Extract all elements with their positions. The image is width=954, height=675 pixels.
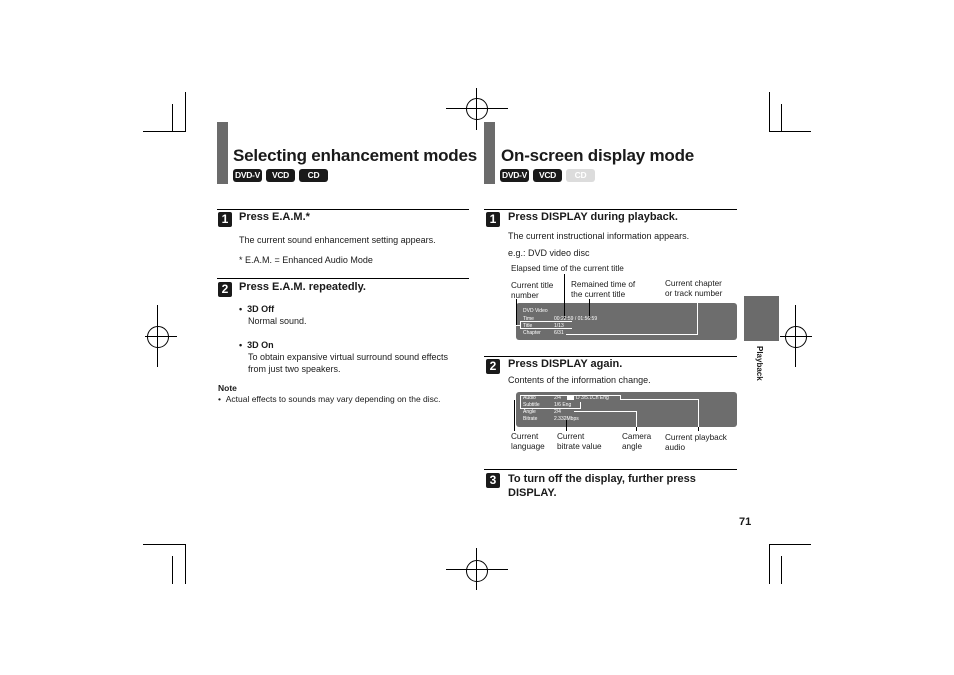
osd-value: 2/4: [554, 409, 561, 415]
dolby-icon: [567, 395, 574, 400]
badge-vcd: VCD: [266, 169, 295, 182]
side-tab-label: Playback: [755, 346, 764, 381]
step-number-1: 1: [486, 212, 500, 227]
option-description: Normal sound.: [248, 316, 307, 326]
step-number-1: 1: [218, 212, 232, 227]
page-number: 71: [739, 516, 752, 528]
label-line: or track number: [665, 288, 723, 298]
badge-vcd: VCD: [533, 169, 562, 182]
right-step3-rule: [484, 469, 737, 470]
osd-value: D 3/5.1Ch Eng: [576, 395, 609, 401]
osd-value: 1/13: [554, 323, 564, 329]
badge-dvd-v: DVD-V: [233, 169, 262, 182]
step-description: The current sound enhancement setting appears.: [239, 235, 436, 245]
label-camera-angle: [622, 432, 651, 451]
label-line: Current: [557, 432, 585, 441]
osd-value: 2/4: [554, 395, 561, 401]
label-line: language: [511, 441, 545, 451]
osd-key: Bitrate: [523, 416, 538, 422]
osd-key: Subtitle: [523, 402, 540, 408]
badge-dvd-v: DVD-V: [500, 169, 529, 182]
osd-key: Angle: [523, 409, 536, 415]
option-description: To obtain expansive virtual surround sound effects: [248, 352, 448, 362]
note-heading: Note: [218, 383, 237, 393]
right-step2-rule: [484, 356, 737, 357]
label-line: Current chapter: [665, 279, 722, 288]
step-number-3: 3: [486, 473, 500, 488]
right-page-title: On-screen display mode: [501, 146, 695, 165]
badge-cd: CD: [299, 169, 328, 182]
right-step1-rule: [484, 209, 737, 210]
label-line: audio: [665, 442, 686, 452]
option-description: from just two speakers.: [248, 364, 341, 374]
bullet-3d-on: • 3D On: [239, 340, 274, 350]
label-current-chapter: [665, 279, 722, 298]
label-line: Current: [511, 432, 539, 441]
step-number-2: 2: [218, 282, 232, 297]
osd-heading: DVD Video: [523, 308, 548, 314]
osd-screen-audio: [516, 392, 737, 427]
step-title: Press DISPLAY again.: [508, 358, 623, 370]
label-line: Current title: [511, 281, 554, 290]
osd-value: 00:22:59 / 01:56:59: [554, 316, 598, 322]
label-line: number: [511, 290, 539, 300]
label-line: Current playback: [665, 433, 727, 442]
label-current-audio: [665, 433, 727, 452]
note-item: • Actual effects to sounds may vary depending on the disc.: [218, 394, 441, 404]
label-line: Camera: [622, 432, 652, 441]
badge-cd: CD: [566, 169, 595, 182]
label-line: the current title: [571, 289, 626, 299]
osd-key: Chapter: [523, 330, 541, 336]
example-caption: e.g.: DVD video disc: [508, 248, 590, 258]
right-title-bar: [484, 122, 495, 184]
label-line: angle: [622, 441, 643, 451]
step-title-line: DISPLAY.: [508, 487, 557, 499]
label-current-title-number: [511, 281, 553, 300]
step-title: Press DISPLAY during playback.: [508, 211, 678, 223]
osd-audio-format: [567, 395, 609, 401]
label-current-bitrate: [557, 432, 602, 451]
option-name: 3D On: [247, 340, 274, 350]
left-page-title: Selecting enhancement modes: [233, 146, 478, 165]
osd-value: 1/6 Eng: [554, 402, 572, 408]
label-line: bitrate value: [557, 441, 602, 451]
label-current-language: [511, 432, 545, 451]
option-name: 3D Off: [247, 304, 275, 314]
left-title-bar: [217, 122, 228, 184]
step-title: Press E.A.M.*: [239, 211, 310, 223]
left-step1-rule: [217, 209, 469, 210]
step-title: Press E.A.M. repeatedly.: [239, 281, 366, 293]
left-step2-rule: [217, 278, 469, 279]
osd-value: 6/31: [554, 330, 564, 336]
step-number-2: 2: [486, 359, 500, 374]
side-tab-block: [744, 296, 779, 341]
note-text: Actual effects to sounds may vary depending on the disc.: [225, 394, 441, 404]
bullet-3d-off: • 3D Off: [239, 304, 275, 314]
label-elapsed-time: Elapsed time of the current title: [511, 264, 624, 273]
label-line: Remained time of: [571, 280, 636, 289]
osd-key: Time: [523, 316, 534, 322]
osd-key: Title: [523, 323, 533, 329]
osd-key: Audio: [523, 395, 536, 401]
step-description: Contents of the information change.: [508, 375, 651, 385]
osd-value: 2.332Mbps: [554, 416, 579, 422]
footnote: * E.A.M. = Enhanced Audio Mode: [239, 255, 373, 265]
label-remained-time: [571, 280, 635, 299]
step-description: The current instructional information appears.: [508, 231, 690, 241]
step-title-line: To turn off the display, further press: [508, 473, 696, 485]
step-title: [508, 472, 696, 500]
